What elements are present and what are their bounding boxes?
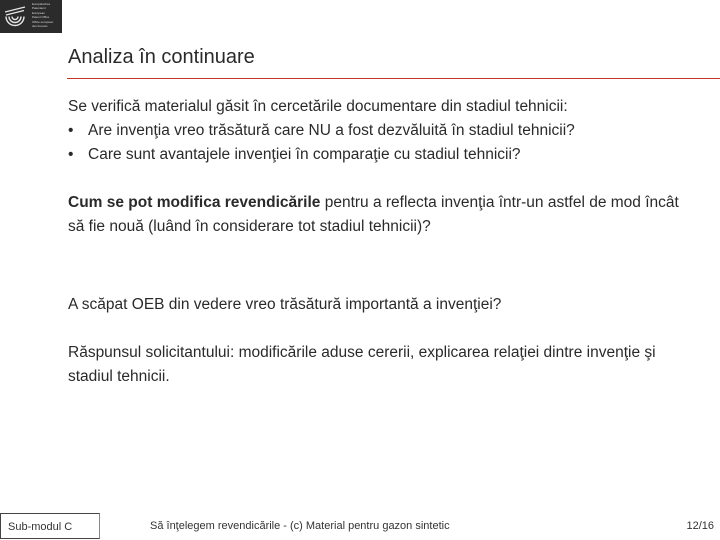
slide-body <box>68 95 688 389</box>
page-number: 12/16 <box>686 520 714 532</box>
bullet-text: Are invenţia vreo trăsătură care NU a fost dezvăluită în stadiul tehnicii? <box>88 122 575 139</box>
list-item <box>68 143 688 167</box>
bullet-icon: • <box>68 146 74 163</box>
intro-text: Se verifică materialul găsit în cercetările documentare din stadiul tehnicii: <box>68 98 568 115</box>
bullet-icon: • <box>68 122 74 139</box>
epo-logo-mark-icon <box>3 3 27 30</box>
list-item <box>68 119 688 143</box>
title-divider <box>67 78 720 79</box>
question-2-text: A scăpat OEB din vedere vreo trăsătură importantă a invenţiei? <box>68 296 502 313</box>
question-rest-text: pentru a reflecta invenţia într-un astfel de mod încât să fie nouă (luând în considerare tot stadiul tehnicii)? <box>68 194 679 235</box>
slide-title: Analiza în continuare <box>68 46 255 68</box>
epo-logo-text: Europäisches Patentamt European Patent Office Office européen des brevets <box>32 3 54 28</box>
slide-footer <box>0 513 720 540</box>
bullet-text: Care sunt avantajele invenţiei în comparaţie cu stadiul tehnicii? <box>88 146 521 163</box>
question-bold-text: Cum se pot modifica revendicările <box>68 194 325 211</box>
bullet-list <box>68 119 688 167</box>
footer-module-label: Sub-modul C <box>0 513 100 539</box>
question-paragraph <box>68 191 688 239</box>
footer-title: Să înţelegem revendicările - (c) Material pentru gazon sintetic <box>150 520 450 532</box>
answer-text: Răspunsul solicitantului: modificările aduse cererii, explicarea relaţiei dintre invenţie şi stadiul tehnicii. <box>68 344 656 385</box>
epo-logo <box>0 0 62 33</box>
